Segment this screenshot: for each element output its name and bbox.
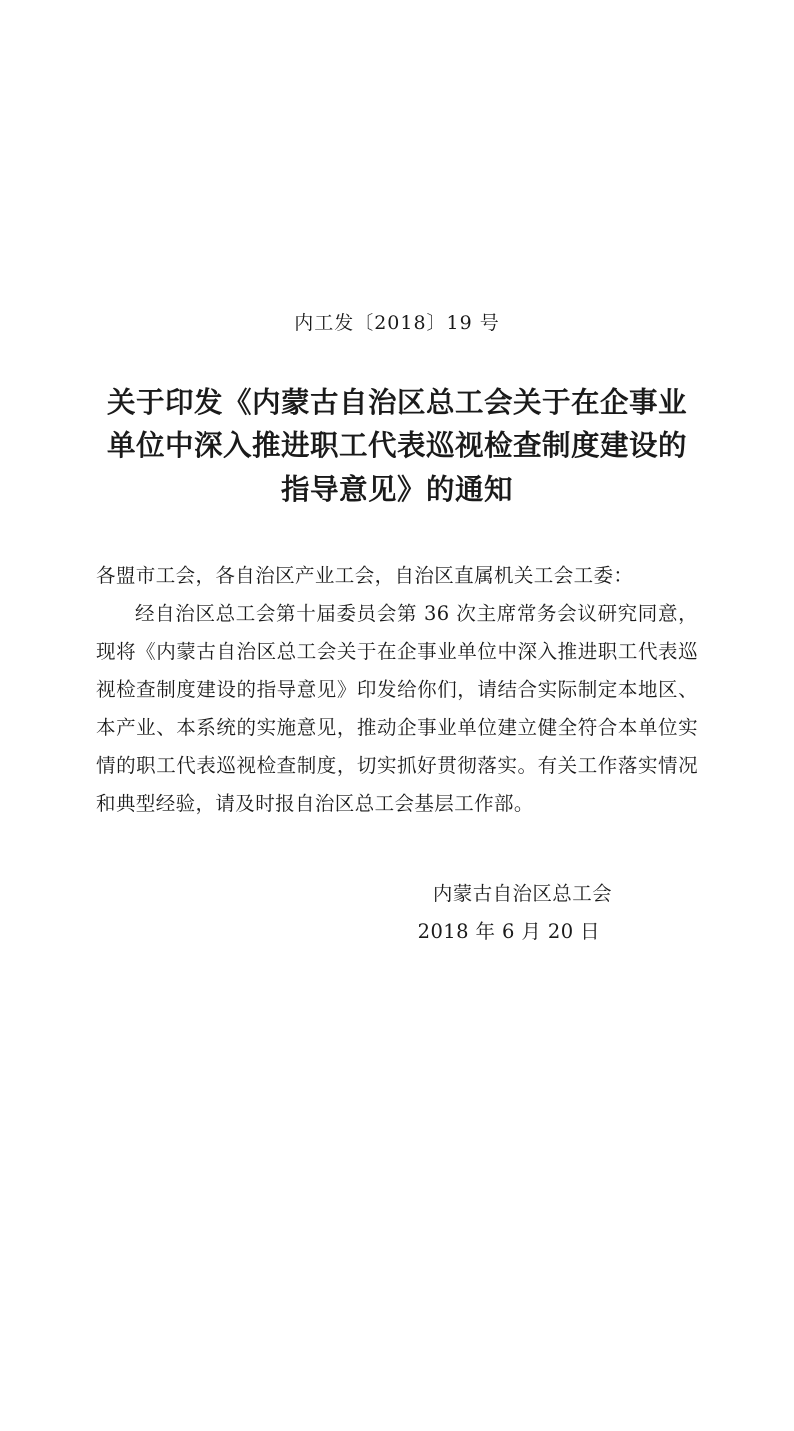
signature-date: 2018 年 6 月 20 日: [417, 920, 600, 944]
document-title: 关于印发《内蒙古自治区总工会关于在企事业单位中深入推进职工代表巡视检查制度建设的指导意见》的通知: [106, 386, 687, 506]
document-number: 内工发〔2018〕19 号: [294, 312, 500, 334]
salutation-line: 各盟市工会，各自治区产业工会，自治区直属机关工会工委：: [96, 563, 634, 587]
document-page: [0, 308, 794, 1431]
signature-block: [96, 875, 698, 951]
signature-organization: 内蒙古自治区总工会: [432, 882, 612, 906]
body-paragraph: 经自治区总工会第十届委员会第 36 次主席常务会议研究同意，现将《内蒙古自治区总工会关于在企事业单位中深入推进职工代表巡视检查制度建设的指导意见》印发给你们，请结合实际制定本地区、本产业、本系统的实施意见，推动企事业单位建立健全符合本单位实情的职工代表巡视检查制度，切实抓好贯彻落实。有关工作落实情况和典型经验，请及时报自治区总工会基层工作部。: [96, 601, 698, 816]
